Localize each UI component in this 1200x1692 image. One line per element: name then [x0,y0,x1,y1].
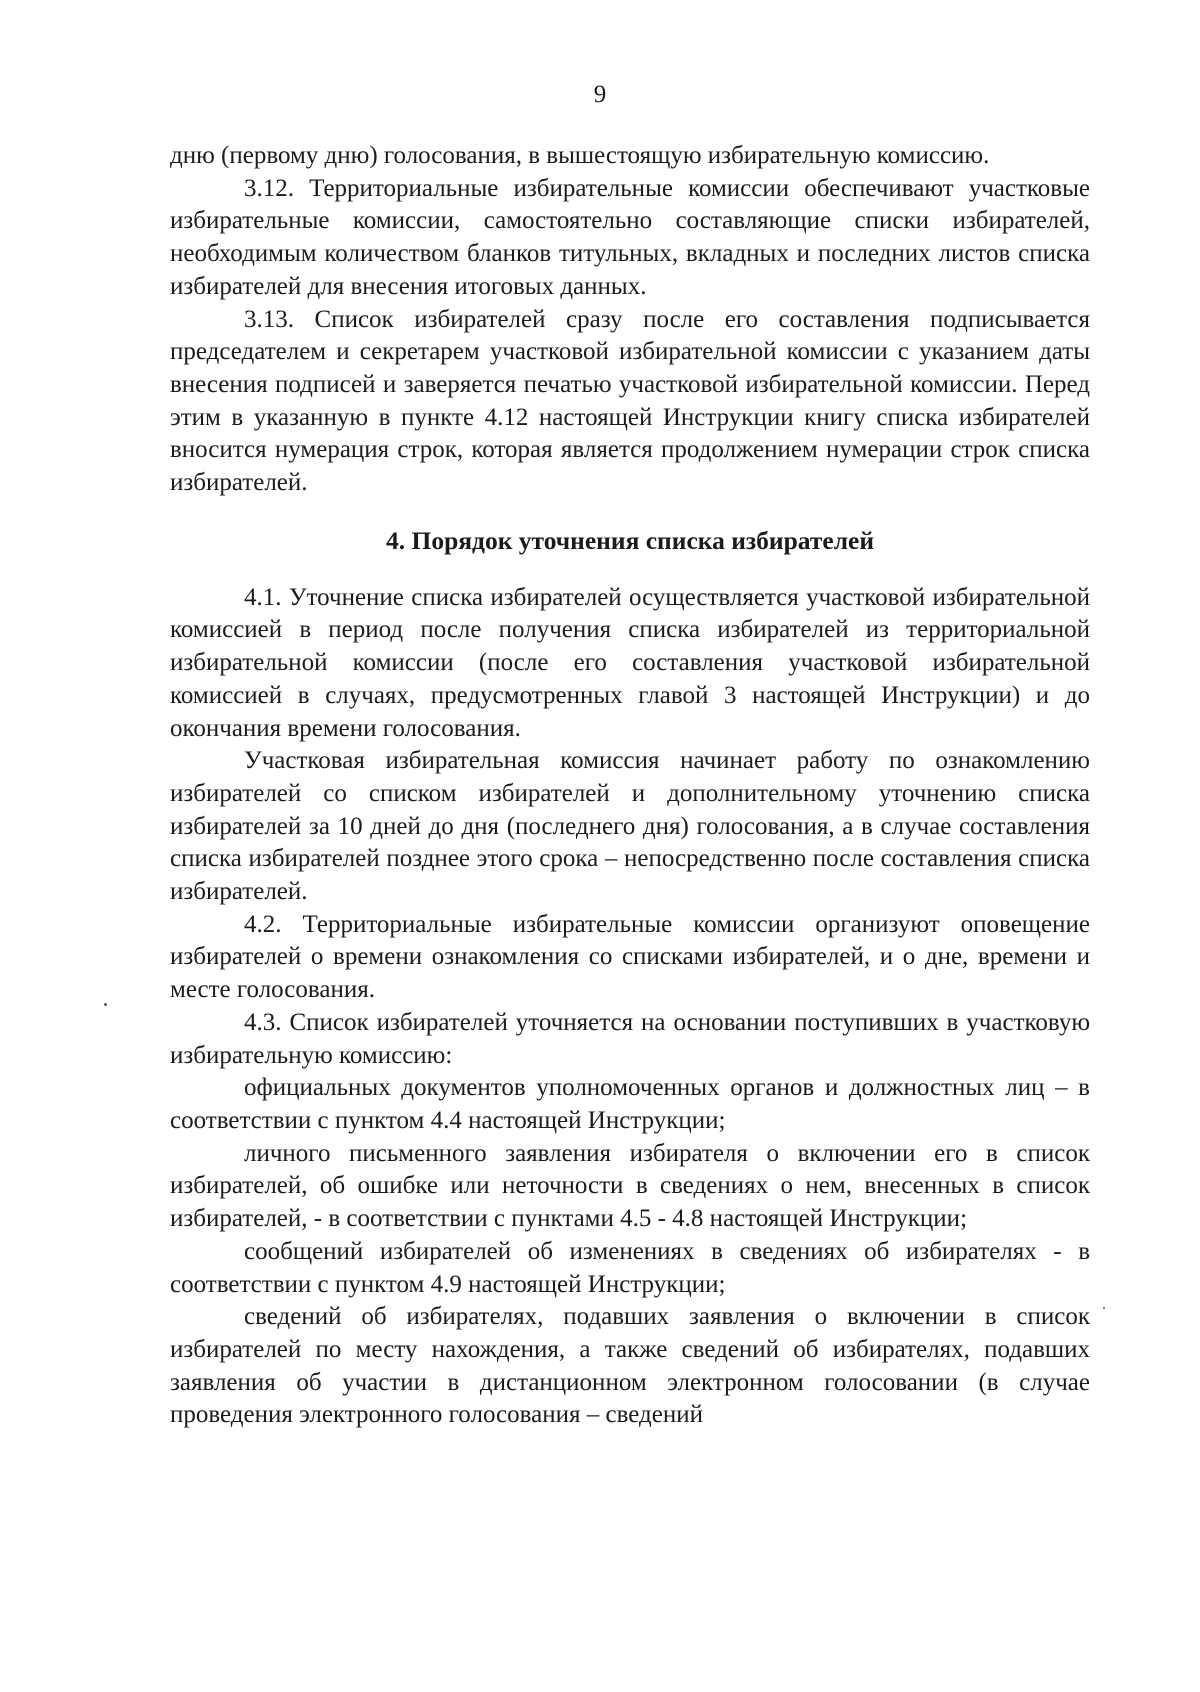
list-item-voter-messages: сообщений избирателей об изменениях в сведениях об избирателях - в соответствии с пунктом 4.9 настоящей Инструкции; [170,1237,1090,1298]
paragraph-continuation: дню (первому дню) голосования, в вышестоящую избирательную комиссию. [170,142,990,169]
list-item-official-documents: официальных документов уполномоченных органов и должностных лиц – в соответствии с пунктом 4.4 настоящей Инструкции; [170,1074,1090,1134]
list-item-voter-information: сведений об избирателях, подавших заявления о включении в список избирателей по месту нахождения, а также сведений об избирателях, подавших заявления об участии в дистанционном электронном голосовании (в случае проведения электронного голосования – сведений [170,1303,1090,1429]
section-heading: 4. Порядок уточнения списка избирателей [385,525,875,555]
page-number: 9 [593,81,607,108]
list-item-personal-statement: личного письменного заявления избирателя о включении его в список избирателей, об ошибке или неточности в сведениях о нем, внесенных в список избирателей, - в соответствии с пунктами 4.5 - 4.8 настоящей Инструкции; [170,1139,1090,1233]
paragraph-4-3: 4.3. Список избирателей уточняется на основании поступивших в участковую избирательную комиссию: [170,1008,1090,1069]
paragraph-4-1-commission: Участковая избирательная комиссия начинает работу по ознакомлению избирателей со списком избирателей и дополнительному уточнению списка избирателей за 10 дней до дня (последнего дня) голосования, а в случае составления списка избирателей позднее этого срока – непосредственно после составления списка избирателей. [170,747,1090,906]
paragraph-3-12: 3.12. Территориальные избирательные комиссии обеспечивают участковые избирательные комиссии, самостоятельно составляющие списки избирателей, необходимым количеством бланков титульных, вкладных и последних листов списка избирателей для внесения итоговых данных. [170,174,1090,300]
paragraph-4-2: 4.2. Территориальные избирательные комиссии организуют оповещение избирателей о времени ознакомления со списками избирателей, и о дне, времени и месте голосования. [170,910,1090,1004]
paragraph-4-1: 4.1. Уточнение списка избирателей осуществляется участковой избирательной комиссией в период после получения списка избирателей из территориальной избирательной комиссии (после его составления участковой избирательной комиссией в случаях, предусмотренных главой 3 настоящей Инструкции) и до окончания времени голосования. [170,583,1090,742]
scan-speck [1103,1307,1105,1309]
scan-speck [104,1003,107,1006]
paragraph-3-13: 3.13. Список избирателей сразу после его составления подписывается председателем и секретарем участковой избирательной комиссии с указанием даты внесения подписей и заверяется печатью участковой избирательной комиссии. Перед этим в указанную в пункте 4.12 настоящей Инструкции книгу списка избирателей вносится нумерация строк, которая является продолжением нумерации строк списка избирателей. [170,305,1090,497]
document-body [170,140,1090,1432]
